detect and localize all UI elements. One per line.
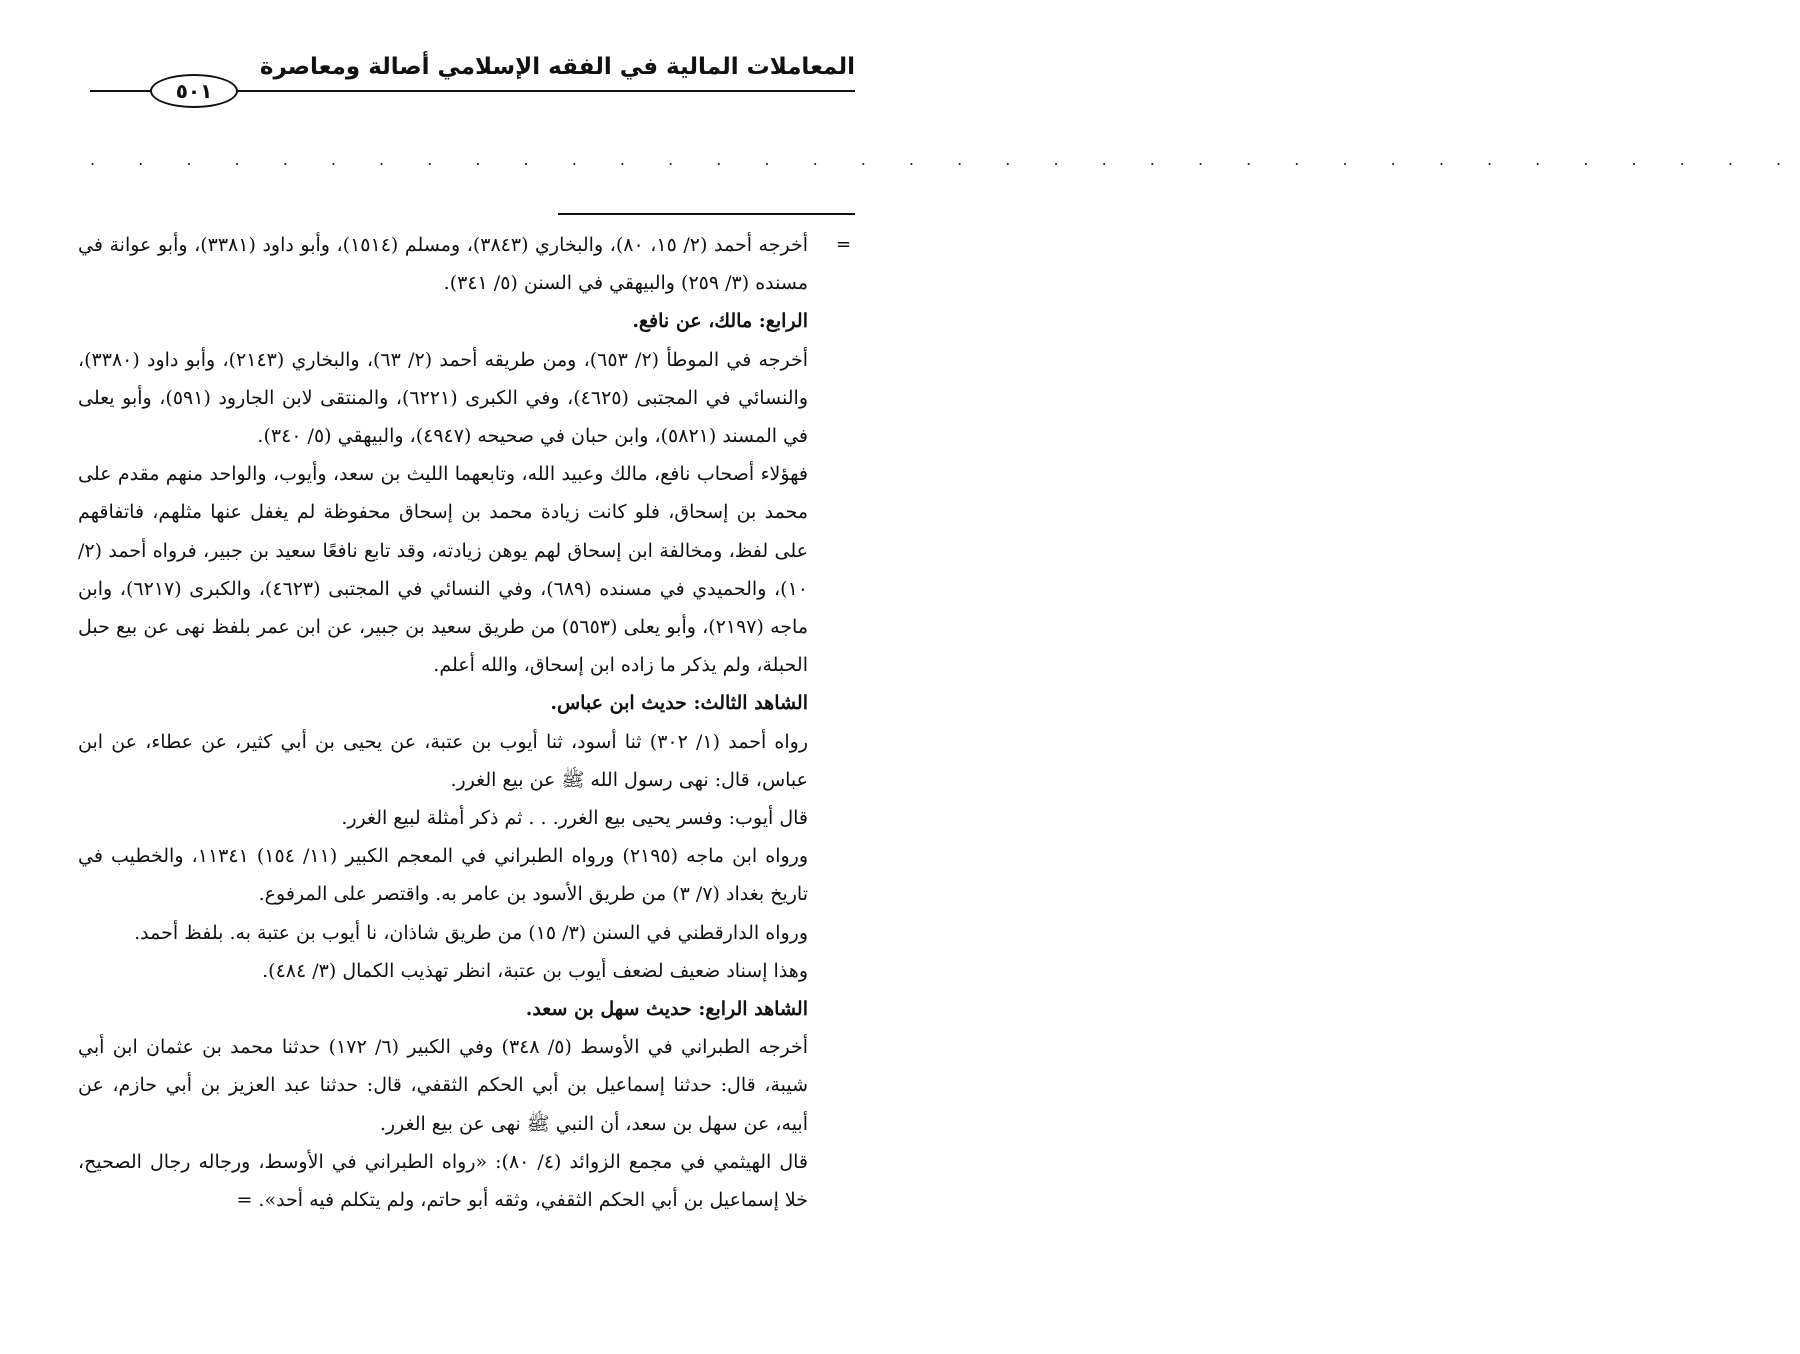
running-title: المعاملات المالية في الفقه الإسلامي أصالة ومعاصرة	[259, 54, 855, 80]
paragraph-8: وهذا إسناد ضعيف لضعف أيوب بن عتبة، انظر تهذيب الكمال (٣/ ٤٨٤).	[262, 959, 808, 982]
ellipsis-dots: . . . . . . . . . . . . . . . . . . . . . . . . . . . . . . . . . . . .	[90, 150, 1800, 169]
footnote-separator	[558, 213, 855, 215]
paragraph-2: أخرجه في الموطأ (٢/ ٦٥٣)، ومن طريقه أحمد (٢/ ٦٣)، والبخاري (٢١٤٣)، وأبو داود (٣٣٨٠)، والنسائي في المجتبى (٤٦٢٥)، وفي الكبرى (٦٢٢١)، والمنتقى لابن الجارود (٥٩١)، وأبو يعلى في المسند (٥٨٢١)، وابن حبان في صحيحه (٤٩٤٧)، والبيهقي (٥/ ٣٤٠).	[78, 348, 808, 448]
footnote-body	[78, 226, 808, 1219]
paragraph-4: رواه أحمد (١/ ٣٠٢) ثنا أسود، ثنا أيوب بن عتبة، عن يحيى بن أبي كثير، عن عطاء، عن ابن عباس، قال: نهى رسول الله ﷺ عن بيع الغرر.	[78, 730, 808, 791]
paragraph-9: أخرجه الطبراني في الأوسط (٥/ ٣٤٨) وفي الكبير (٦/ ١٧٢) حدثنا محمد بن عثمان ابن أبي شيبة، قال: حدثنا إسماعيل بن أبي الحكم الثقفي، قال: حدثنا عبد العزيز بن أبي حازم، عن أبيه، عن سهل بن سعد، أن النبي ﷺ نهى عن بيع الغرر.	[78, 1036, 808, 1135]
paragraph-6: ورواه ابن ماجه (٢١٩٥) ورواه الطبراني في المعجم الكبير (١١/ ١٥٤) ١١٣٤١، والخطيب في تاريخ بغداد (٧/ ٣) من طريق الأسود بن عامر به. واقتصر على المرفوع.	[78, 845, 809, 906]
page-number: ٥٠١	[150, 74, 238, 108]
heading-fourth-witness: الشاهد الرابع: حديث سهل بن سعد.	[525, 998, 808, 1021]
page-header	[90, 48, 855, 108]
paragraph-7: ورواه الدارقطني في السنن (٣/ ١٥) من طريق شاذان، نا أيوب بن عتبة به. بلفظ أحمد.	[134, 921, 808, 944]
paragraph-10: قال الهيثمي في مجمع الزوائد (٤/ ٨٠): «رواه الطبراني في الأوسط، ورجاله رجال الصحيح، خلا إسماعيل بن أبي الحكم الثقفي، وثقه أبو حاتم، ولم يتكلم فيه أحد». =	[78, 1150, 808, 1212]
continuation-mark: =	[836, 234, 852, 255]
paragraph-1: أخرجه أحمد (٢/ ١٥، ٨٠)، والبخاري (٣٨٤٣)، ومسلم (١٥١٤)، وأبو داود (٣٣٨١)، وأبو عوانة في مسنده (٣/ ٢٥٩) والبيهقي في السنن (٥/ ٣٤١).	[78, 234, 808, 295]
paragraph-5: قال أيوب: وفسر يحيى بيع الغرر. . . ثم ذكر أمثلة لبيع الغرر.	[341, 807, 808, 830]
paragraph-3: فهؤلاء أصحاب نافع، مالك وعبيد الله، وتابعهما الليث بن سعد، وأيوب، والواحد منهم مقدم على محمد بن إسحاق، فلو كانت زيادة محمد بن إسحاق محفوظة لم يغفل عنها مثلهم، فاتفاقهم على لفظ، ومخالفة ابن إسحاق لهم يوهن زيادته، وقد تابع نافعًا سعيد بن جبير، فرواه أحمد (٢/ ١٠)، والحميدي في مسنده (٦٨٩)، وفي النسائي في المجتبى (٤٦٢٣)، والكبرى (٦٢١٧)، وابن ماجه (٢١٩٧)، وأبو يعلى (٥٦٥٣) من طريق سعيد بن جبير، عن ابن عمر بلفظ نهى عن بيع حبل الحبلة، ولم يذكر ما زاده ابن إسحاق، والله أعلم.	[78, 463, 808, 677]
heading-fourth-malik: الرابع: مالك، عن نافع.	[632, 310, 808, 333]
heading-third-witness: الشاهد الثالث: حديث ابن عباس.	[550, 692, 808, 715]
